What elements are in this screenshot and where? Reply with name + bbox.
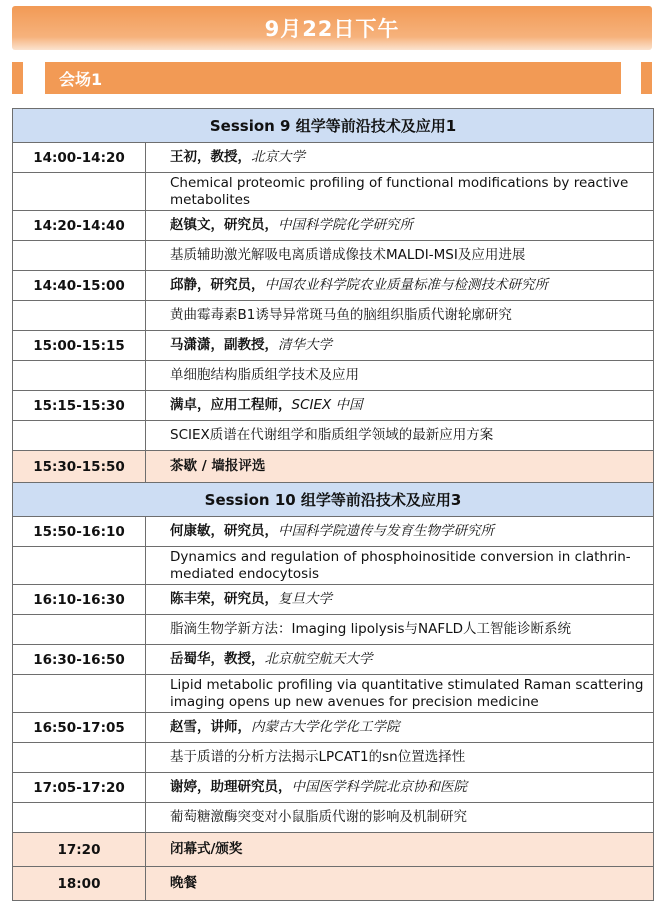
session-title: Session 9 组学等前沿技术及应用1	[13, 109, 654, 143]
talk-speaker	[146, 271, 654, 301]
talk-speaker-row	[13, 331, 654, 361]
talk-title: SCIEX质谱在代谢组学和脂质组学领域的最新应用方案	[146, 421, 654, 451]
talk-speaker-row	[13, 773, 654, 803]
venue-header	[45, 62, 621, 94]
speaker-name: 岳蜀华，教授，	[170, 651, 265, 667]
talk-speaker	[146, 713, 654, 743]
speaker-name: 满卓，应用工程师，	[170, 397, 292, 413]
session-header	[13, 483, 654, 517]
talk-title: 黄曲霉毒素B1诱导异常斑马鱼的脑组织脂质代谢轮廓研究	[146, 301, 654, 331]
empty-cell	[13, 743, 146, 773]
empty-cell	[13, 803, 146, 833]
speaker-name: 赵镇文，研究员，	[170, 217, 278, 233]
session-title: Session 10 组学等前沿技术及应用3	[13, 483, 654, 517]
dinner-time: 18:00	[13, 867, 146, 901]
talk-speaker-row	[13, 517, 654, 547]
speaker-affiliation: 内蒙古大学化学化工学院	[251, 719, 400, 735]
talk-title: 基质辅助激光解吸电离质谱成像技术MALDI-MSI及应用进展	[146, 241, 654, 271]
talk-speaker-row	[13, 211, 654, 241]
empty-cell	[13, 547, 146, 585]
speaker-affiliation: 中国医学科学院北京协和医院	[291, 779, 467, 795]
talk-time: 17:05-17:20	[13, 773, 146, 803]
talk-speaker	[146, 517, 654, 547]
speaker-name: 马潇潇，副教授，	[170, 337, 278, 353]
talk-time: 15:00-15:15	[13, 331, 146, 361]
empty-cell	[13, 615, 146, 645]
empty-cell	[13, 361, 146, 391]
talk-title: Dynamics and regulation of phosphoinositide conversion in clathrin-mediated endocytosis	[146, 547, 654, 585]
closing-time: 17:20	[13, 833, 146, 867]
talk-speaker-row	[13, 143, 654, 173]
speaker-name: 邱静，研究员，	[170, 277, 265, 293]
talk-speaker	[146, 331, 654, 361]
talk-title: Chemical proteomic profiling of functional modifications by reactive metabolites	[146, 173, 654, 211]
talk-title: 脂滴生物学新方法：Imaging lipolysis与NAFLD人工智能诊断系统	[146, 615, 654, 645]
date-banner	[12, 6, 652, 50]
dinner-label: 晚餐	[146, 867, 654, 901]
speaker-affiliation: SCIEX 中国	[291, 397, 363, 413]
schedule-table	[12, 108, 654, 901]
talk-title-row	[13, 803, 654, 833]
speaker-name: 何康敏，研究员，	[170, 523, 278, 539]
talk-time: 14:40-15:00	[13, 271, 146, 301]
talk-speaker-row	[13, 271, 654, 301]
talk-speaker-row	[13, 585, 654, 615]
talk-speaker	[146, 585, 654, 615]
talk-speaker-row	[13, 391, 654, 421]
session-header	[13, 109, 654, 143]
venue-left-accent	[12, 62, 23, 94]
talk-speaker	[146, 211, 654, 241]
talk-title: 单细胞结构脂质组学技术及应用	[146, 361, 654, 391]
talk-title: 葡萄糖激酶突变对小鼠脂质代谢的影响及机制研究	[146, 803, 654, 833]
talk-time: 14:20-14:40	[13, 211, 146, 241]
talk-title-row	[13, 675, 654, 713]
talk-speaker	[146, 391, 654, 421]
break-label: 茶歇 / 墙报评选	[146, 451, 654, 483]
talk-speaker-row	[13, 713, 654, 743]
talk-title-row	[13, 173, 654, 211]
speaker-affiliation: 清华大学	[278, 337, 332, 353]
speaker-affiliation: 中国农业科学院农业质量标准与检测技术研究所	[264, 277, 548, 293]
talk-title: Lipid metabolic profiling via quantitative stimulated Raman scattering imaging opens up new avenues for precision medicine	[146, 675, 654, 713]
talk-speaker	[146, 143, 654, 173]
talk-time: 16:10-16:30	[13, 585, 146, 615]
speaker-name: 赵雪，讲师，	[170, 719, 251, 735]
closing-row	[13, 833, 654, 867]
talk-time: 16:30-16:50	[13, 645, 146, 675]
talk-title-row	[13, 241, 654, 271]
dinner-row	[13, 867, 654, 901]
venue-right-accent	[641, 62, 652, 94]
speaker-affiliation: 北京大学	[251, 149, 305, 165]
talk-title-row	[13, 421, 654, 451]
closing-label: 闭幕式/颁奖	[146, 833, 654, 867]
speaker-affiliation: 复旦大学	[278, 591, 332, 607]
speaker-affiliation: 中国科学院化学研究所	[278, 217, 413, 233]
empty-cell	[13, 301, 146, 331]
date-title: 9月22日下午	[264, 17, 400, 41]
talk-time: 16:50-17:05	[13, 713, 146, 743]
speaker-affiliation: 中国科学院遗传与发育生物学研究所	[278, 523, 494, 539]
break-row	[13, 451, 654, 483]
talk-speaker	[146, 773, 654, 803]
talk-title-row	[13, 361, 654, 391]
empty-cell	[13, 241, 146, 271]
empty-cell	[13, 675, 146, 713]
speaker-affiliation: 北京航空航天大学	[264, 651, 373, 667]
talk-time: 15:15-15:30	[13, 391, 146, 421]
talk-speaker	[146, 645, 654, 675]
empty-cell	[13, 421, 146, 451]
speaker-name: 王初，教授，	[170, 149, 251, 165]
venue-label: 会场1	[59, 69, 103, 89]
talk-title-row	[13, 301, 654, 331]
break-time: 15:30-15:50	[13, 451, 146, 483]
talk-speaker-row	[13, 645, 654, 675]
talk-time: 14:00-14:20	[13, 143, 146, 173]
speaker-name: 谢婷，助理研究员，	[170, 779, 292, 795]
talk-title-row	[13, 615, 654, 645]
talk-title: 基于质谱的分析方法揭示LPCAT1的sn位置选择性	[146, 743, 654, 773]
empty-cell	[13, 173, 146, 211]
talk-time: 15:50-16:10	[13, 517, 146, 547]
talk-title-row	[13, 743, 654, 773]
speaker-name: 陈丰荣，研究员，	[170, 591, 278, 607]
talk-title-row	[13, 547, 654, 585]
